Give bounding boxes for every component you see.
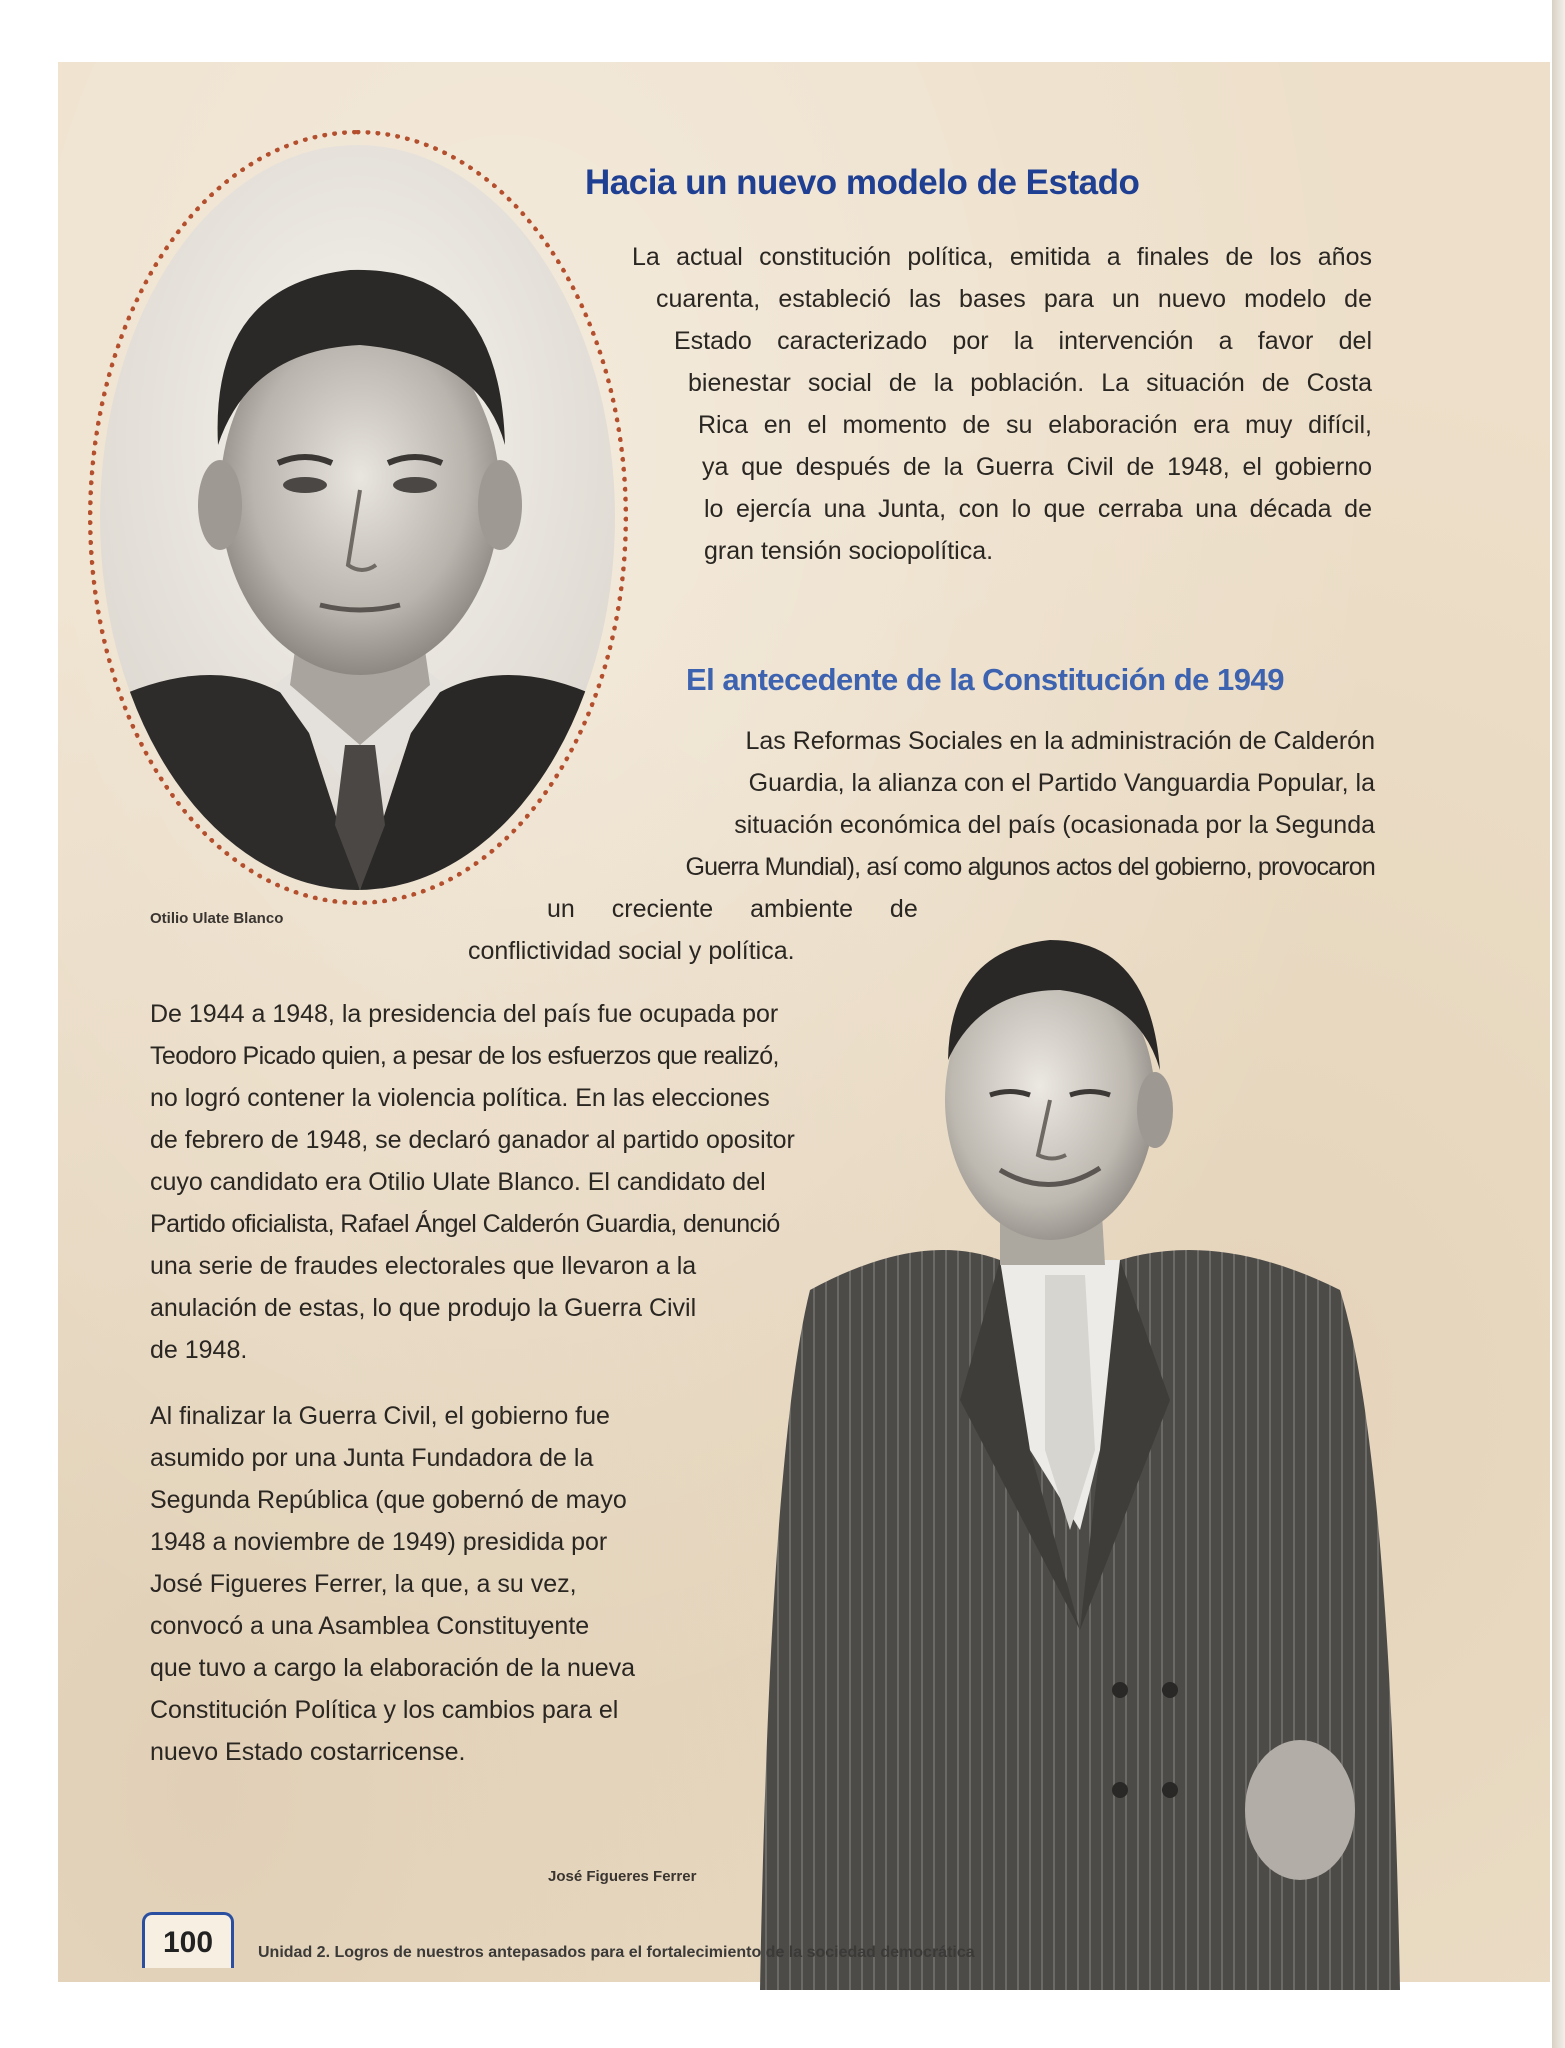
text-line: Rica en el momento de su elaboración era muy difícil, (698, 411, 1372, 439)
section2-line-ambiente: un creciente ambiente de (547, 895, 918, 923)
text-line: anulación de estas, lo que produjo la Guerra Civil (150, 1294, 697, 1322)
otilio-caption: Otilio Ulate Blanco (150, 910, 284, 927)
section2-line-conflictividad: conflictividad social y política. (468, 937, 795, 965)
paragraph-junta-fundadora (150, 1395, 710, 1773)
text-line: De 1944 a 1948, la presidencia del país fue ocupada por (150, 1000, 779, 1028)
text-line: de 1948. (150, 1336, 248, 1364)
text-line: La actual constitución política, emitida a finales de los años (632, 243, 1372, 271)
text-line: Guardia, la alianza con el Partido Vanguardia Popular, la (748, 769, 1375, 797)
text-line: convocó a una Asamblea Constituyente (150, 1612, 590, 1640)
text-line: Teodoro Picado quien, a pesar de los esfuerzos que realizó, (150, 1042, 779, 1070)
text-line: cuyo candidato era Otilio Ulate Blanco. El candidato del (150, 1168, 766, 1196)
text-line: de febrero de 1948, se declaró ganador al partido opositor (150, 1126, 795, 1154)
text-line: Guerra Mundial), así como algunos actos del gobierno, provocaron (685, 853, 1375, 881)
text-line: lo ejercía una Junta, con lo que cerraba una década de (704, 495, 1372, 523)
text-line: Al finalizar la Guerra Civil, el gobierno fue (150, 1402, 610, 1430)
text-line: Estado caracterizado por la intervención a favor del (674, 327, 1372, 355)
text-line: Segunda República (que gobernó de mayo (150, 1486, 627, 1514)
text-line: José Figueres Ferrer, la que, a su vez, (150, 1570, 577, 1598)
text-line: ya que después de la Guerra Civil de 1948, el gobierno (702, 453, 1372, 481)
section-title-antecedente: El antecedente de la Constitución de 1949 (686, 662, 1284, 697)
text-line: que tuvo a cargo la elaboración de la nueva (150, 1654, 636, 1682)
text-line: Partido oficialista, Rafael Ángel Calderón Guardia, denunció (150, 1210, 780, 1238)
paragraph-presidencia (150, 993, 870, 1371)
footer-unit-text: Unidad 2. Logros de nuestros antepasados para el fortalecimiento de la sociedad democrática (258, 1944, 975, 1961)
otilio-ulate-portrait (100, 145, 615, 890)
figueres-caption: José Figueres Ferrer (548, 1868, 697, 1885)
text-line: gran tensión sociopolítica. (704, 537, 994, 565)
text-line: 1948 a noviembre de 1949) presidida por (150, 1528, 608, 1556)
page-number: 100 (142, 1912, 234, 1968)
text-line: Constitución Política y los cambios para el (150, 1696, 619, 1724)
text-line: Las Reformas Sociales en la administración de Calderón (745, 727, 1375, 755)
text-line: una serie de fraudes electorales que llevaron a la (150, 1252, 697, 1280)
text-line: situación económica del país (ocasionada por la Segunda (734, 811, 1375, 839)
section-title-nuevo-modelo: Hacia un nuevo modelo de Estado (585, 163, 1140, 202)
page-spine-edge (1552, 0, 1565, 2048)
text-line: asumido por una Junta Fundadora de la (150, 1444, 594, 1472)
text-line: cuarenta, estableció las bases para un nuevo modelo de (656, 285, 1372, 313)
section2-paragraph (560, 720, 1375, 888)
text-line: bienestar social de la población. La situación de Costa (688, 369, 1372, 397)
text-line: nuevo Estado costarricense. (150, 1738, 466, 1766)
text-line: no logró contener la violencia política. En las elecciones (150, 1084, 770, 1112)
section1-paragraph (632, 236, 1372, 572)
